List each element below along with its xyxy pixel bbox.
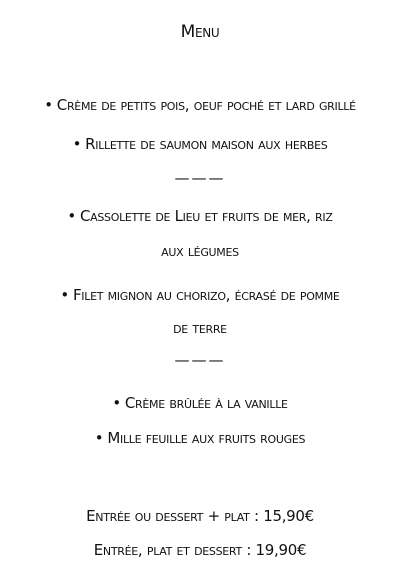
starter-item-label: Crème de petits pois, oeuf poché et lard grillé bbox=[56, 96, 356, 114]
main-item-continuation: aux légumes bbox=[161, 242, 239, 260]
main-item-continuation: de terre bbox=[173, 319, 227, 337]
bullet-icon: • bbox=[60, 286, 69, 304]
price-line: Entrée ou dessert + plat : 15,90€ bbox=[86, 507, 314, 525]
main-item-label: Cassolette de Lieu et fruits de mer, riz bbox=[79, 207, 333, 225]
section-separator: ——— bbox=[174, 351, 226, 369]
dessert-item-label: Crème brûlée à la vanille bbox=[124, 394, 288, 412]
main-item bbox=[0, 285, 400, 305]
dessert-item bbox=[0, 393, 400, 413]
dessert-item bbox=[0, 428, 400, 448]
price-line: Entrée, plat et dessert : 19,90€ bbox=[93, 541, 307, 559]
starter-item bbox=[0, 134, 400, 154]
bullet-icon: • bbox=[44, 96, 53, 114]
bullet-icon: • bbox=[67, 207, 76, 225]
section-separator: ——— bbox=[174, 169, 226, 187]
starter-item-label: Rillette de saumon maison aux herbes bbox=[85, 135, 328, 153]
main-item-label: Filet mignon au chorizo, écrasé de pomme bbox=[72, 286, 340, 304]
bullet-icon: • bbox=[94, 429, 104, 447]
starter-item bbox=[0, 95, 400, 115]
main-item bbox=[0, 206, 400, 226]
menu-title: Menu bbox=[180, 22, 220, 42]
dessert-item-label: Mille feuille aux fruits rouges bbox=[107, 429, 306, 447]
bullet-icon: • bbox=[112, 394, 121, 412]
bullet-icon: • bbox=[72, 135, 82, 153]
